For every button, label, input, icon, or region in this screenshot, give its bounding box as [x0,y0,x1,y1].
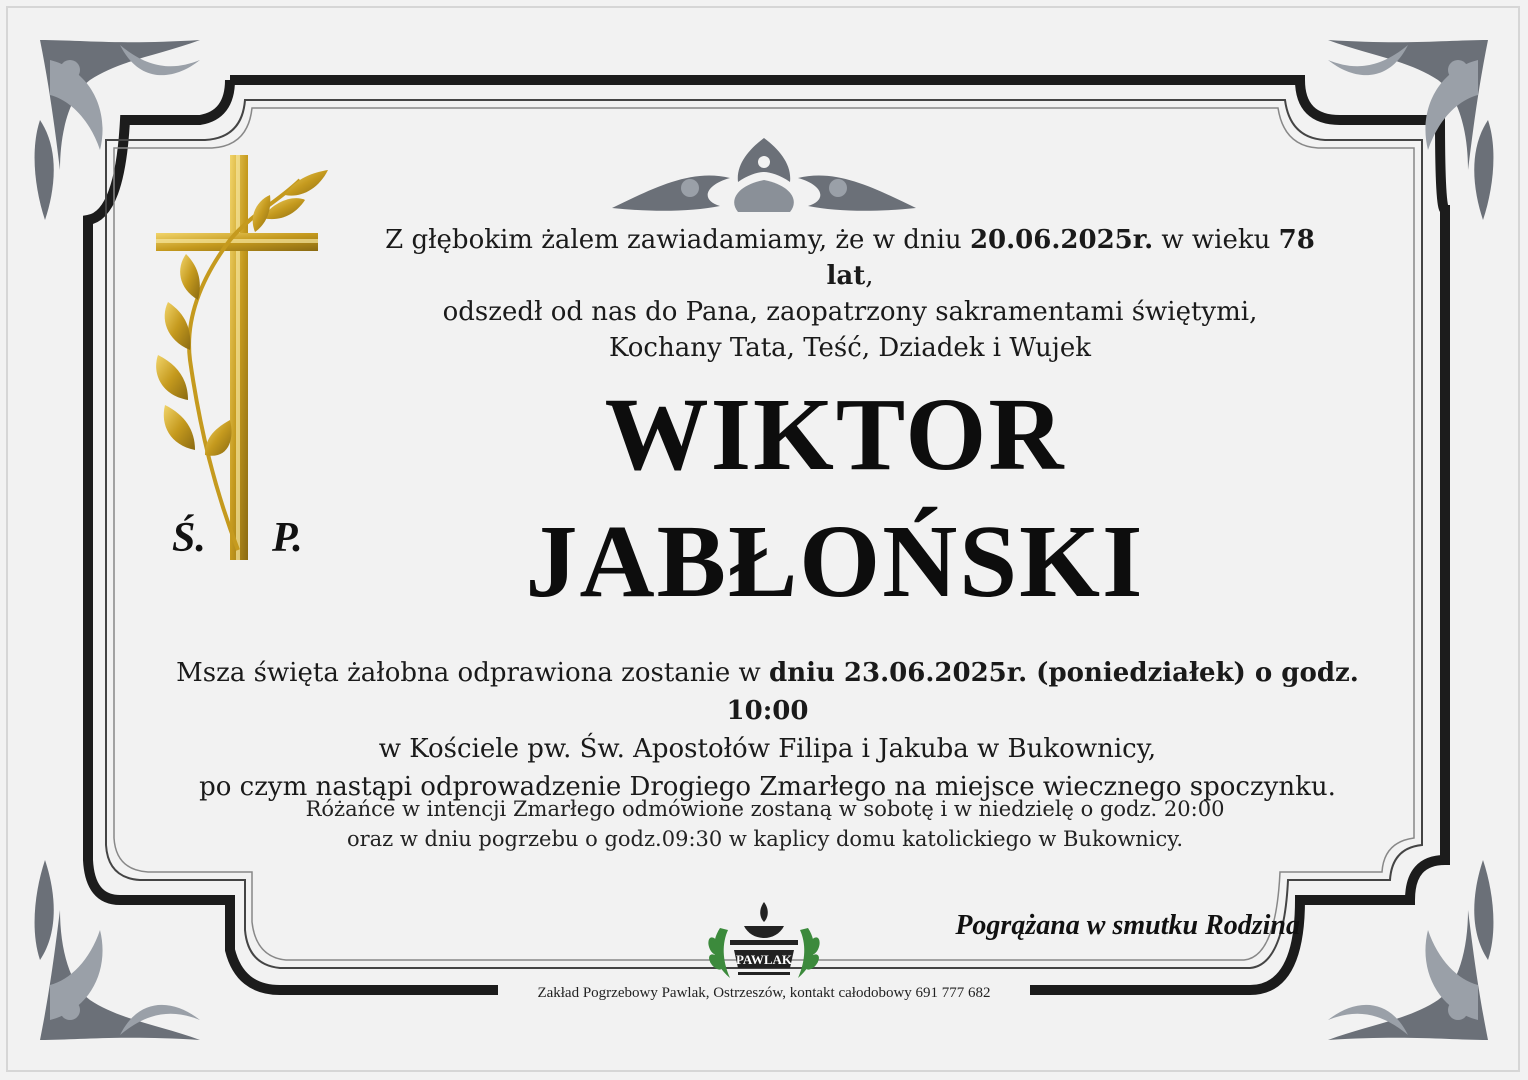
mass-line-2: w Kościele pw. Św. Apostołów Filipa i Jakuba w Bukownicy, [378,734,1157,764]
intro-line-3: Kochany Tata, Teść, Dziadek i Wujek [609,333,1091,363]
corner-ornament-top-right [1328,40,1493,220]
corner-ornament-bottom-left [35,860,200,1040]
intro-line-2: odszedł od nas do Pana, zaopatrzony sakramentami świętymi, [442,297,1258,327]
mass-date-time: dniu 23.06.2025r. (poniedziałek) o godz. 10:00 [726,658,1359,726]
pawlak-logo [700,898,828,990]
rosary-line-2: oraz w dniu pogrzebu o godz.09:30 w kaplicy domu katolickiego w Bukownicy. [346,827,1184,851]
intro-line-1: Z głębokim żalem zawiadamiamy, że w dniu 20.06.2025r. w wieku 78 lat, [385,225,1315,291]
family-signature: Pogrążana w smutku Rodzina [955,910,1300,941]
sp-right-letter: P. [272,515,303,561]
lamp-icon [744,926,784,938]
top-center-ornament [612,138,916,212]
mass-line-3: po czym nastąpi odprowadzenie Drogiego Zmarłego na miejsce wiecznego spoczynku. [199,772,1336,802]
mass-line-1: Msza święta żałobna odprawiona zostanie w dniu 23.06.2025r. (poniedziałek) o godz. 10:00 [176,658,1359,726]
flame-icon [760,902,768,922]
rosary-line-1: Różańce w intencji Zmarłego odmówione zostaną w sobotę i w niedzielę o godz. 20:00 [305,797,1225,821]
funeral-mass-info [160,654,1375,806]
intro-paragraph [360,222,1340,366]
death-date: 20.06.2025r. [969,225,1154,255]
logo-text: PAWLAK [735,952,793,967]
gold-cross-icon [156,155,318,560]
rosary-info [260,794,1270,854]
deceased-last-name: JABŁOŃSKI [525,504,1145,619]
age: 78 lat [826,225,1315,291]
sp-left-letter: Ś. [172,515,206,561]
funeral-home-footer: Zakład Pogrzebowy Pawlak, Ostrzeszów, kontakt całodobowy 691 777 682 [498,983,1030,1003]
deceased-first-name: WIKTOR [604,377,1066,492]
